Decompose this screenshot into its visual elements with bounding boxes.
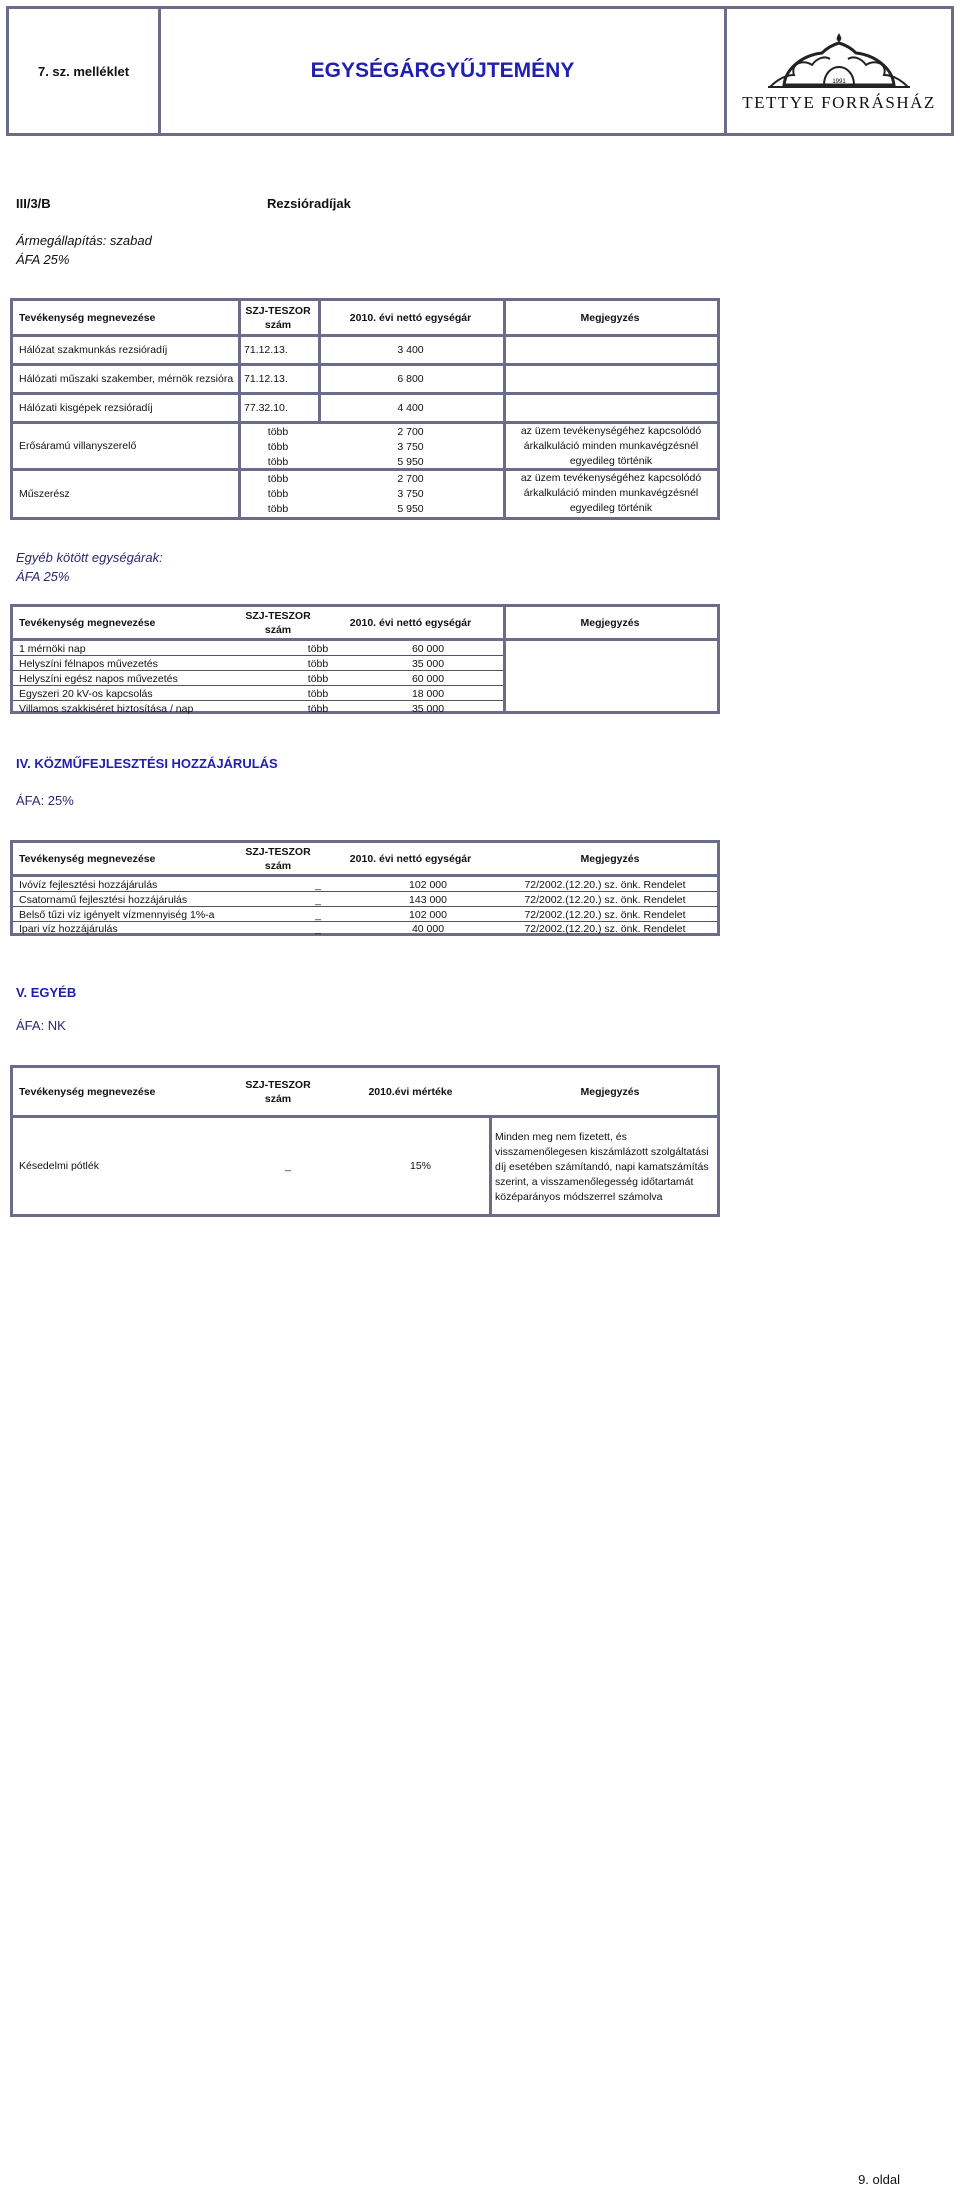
section-title: Rezsióradíjak (267, 196, 351, 211)
table-row: Egyszeri 20 kV-os kapcsolás több 18 000 (19, 687, 445, 700)
table-header: Tevékenység megnevezése SZJ-TESZOR szám 2010. évi nettó egységár Megjegyzés (13, 843, 717, 877)
table-row: Ipari víz hozzájárulás _ 40 000 72/2002.(12.20.) sz. önk. Rendelet (19, 923, 686, 935)
table-row: Helyszíni félnapos művezetés több 35 000 (19, 657, 445, 670)
fixed-prices-table (10, 604, 720, 714)
table-row: Késedelmi pótlék _ 15% Minden meg nem fizetett, és visszamenőlegesen kiszámlázott szolgáltatási díj esetében számítandó, napi kamatszámítás szerint, a visszamenőlegesség időtartamát középarányos módszerrel számolva (13, 1118, 717, 1214)
table-row: Hálózat szakmunkás rezsióradíj 71.12.13. 3 400 (13, 337, 717, 366)
pricing-note: Ármegállapítás: szabad (16, 233, 152, 248)
section-iv-vat: ÁFA: 25% (16, 793, 74, 808)
other-table (10, 1065, 720, 1217)
table-row: Hálózati kisgépek rezsióradíj 77.32.10. 4 400 (13, 395, 717, 424)
table-row: Villamos szakkiséret biztosítása / nap több 35 000 (19, 702, 445, 715)
document-title: EGYSÉGÁRGYŰJTEMÉNY (161, 9, 727, 133)
document-header (6, 6, 954, 136)
section-code: III/3/B (16, 196, 51, 211)
table-header: Tevékenység megnevezése SZJ-TESZOR szám 2010. évi nettó egységár Megjegyzés (13, 607, 717, 641)
table-row: Helyszíni egész napos művezetés több 60 000 (19, 672, 445, 685)
company-logo (727, 9, 951, 133)
late-fee-note: Minden meg nem fizetett, és visszamenőlegesen kiszámlázott szolgáltatási díj esetében számítandó, napi kamatszámítás szerint, a visszamenőlegesség időtartamát középarányos módszerrel számolva (495, 1131, 709, 1203)
table-row: Ivóvíz fejlesztési hozzájárulás _ 102 000 72/2002.(12.20.) sz. önk. Rendelet (19, 878, 686, 891)
utility-contribution-table (10, 840, 720, 936)
table-header (13, 301, 717, 337)
header-activity: Tevékenység megnevezése (19, 311, 156, 324)
group-note: az üzem tevékenységéhez kapcsolódó árkalkuláció minden munkavégzésnél egyedileg történik (520, 425, 702, 467)
table-row-group: Műszerész több 2 700 több 3 750 több 5 950 az üzem tevékenységéhez kapcsolódó árkalkuláció minden munkavégzésnél egyedileg történik (13, 471, 717, 517)
table-row: 1 mérnöki nap több 60 000 (19, 642, 445, 655)
table-row: Belső tűzi víz igényelt vízmennyiség 1%-a _ 102 000 72/2002.(12.20.) sz. önk. Rendelet (19, 908, 686, 921)
page-number: 9. oldal (858, 2172, 900, 2187)
table-row-group: Erősáramú villanyszerelő több 2 700 több 3 750 több 5 950 az üzem tevékenységéhez kapcsolódó árkalkuláció minden munkavégzésnél egyedileg történik (13, 424, 717, 471)
section-title-v: V. EGYÉB (16, 985, 77, 1000)
header-price: 2010. évi nettó egységár (349, 311, 472, 324)
dome-logo-icon (764, 29, 914, 91)
header-note: Megjegyzés (580, 311, 640, 324)
company-name: TETTYE FORRÁSHÁZ (742, 93, 936, 112)
other-vat-note: ÁFA 25% (16, 569, 70, 584)
table-row: Csatornamű fejlesztési hozzájárulás _ 143 000 72/2002.(12.20.) sz. önk. Rendelet (19, 893, 686, 906)
section-title-iv: IV. KÖZMŰFEJLESZTÉSI HOZZÁJÁRULÁS (16, 756, 278, 771)
table-row: Hálózati műszaki szakember, mérnök rezsióra 71.12.13. 6 800 (13, 366, 717, 395)
other-prices-title: Egyéb kötött egységárak: (16, 550, 163, 565)
table-header: Tevékenység megnevezése SZJ-TESZOR szám 2010.évi mértéke Megjegyzés (13, 1068, 717, 1118)
section-v-vat: ÁFA: NK (16, 1018, 66, 1033)
overhead-rates-table (10, 298, 720, 520)
vat-note: ÁFA 25% (16, 252, 70, 267)
header-szj: SZJ-TESZOR szám (245, 304, 311, 331)
group-note: az üzem tevékenységéhez kapcsolódó árkalkuláció minden munkavégzésnél egyedileg történik (520, 472, 702, 514)
svg-text:1991: 1991 (832, 79, 846, 85)
annex-label: 7. sz. melléklet (9, 9, 161, 133)
